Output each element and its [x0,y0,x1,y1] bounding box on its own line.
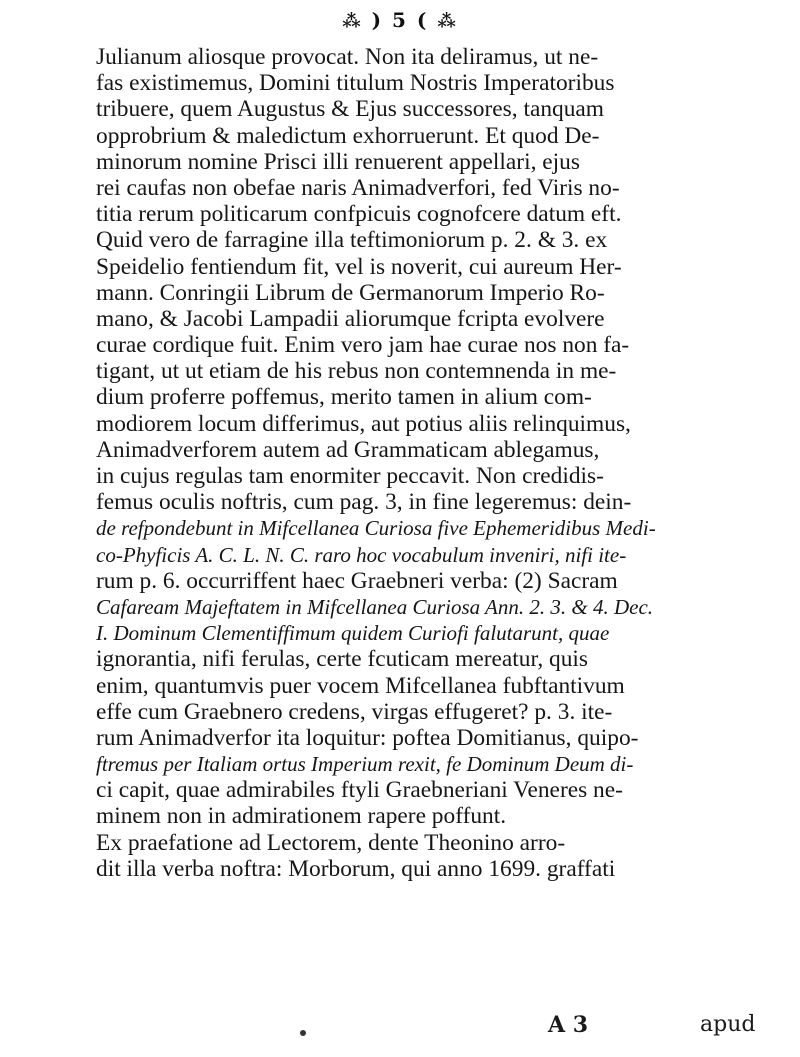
text-line: rum Animadverfor ita loquitur: poftea Domitianus, quipo- [96,724,639,751]
text-line: Speidelio fentiendum fit, vel is noverit, cui aureum Her- [96,253,622,280]
text-line: Julianum aliosque provocat. Non ita deliramus, ut ne- [96,44,599,70]
text-line: rum p. 6. occurriffent haec Graebneri verba: (2) Sacram [96,567,618,594]
left-ornament-icon: ⁂ [342,11,363,32]
text-line: femus oculis noftris, cum pag. 3, in fine legeremus: dein- [96,489,632,516]
text-line: dium proferre poffemus, merito tamen in alium com- [96,384,592,411]
text-line: dit illa verba noftra: Morborum, qui anno 1699. graffati [96,855,616,882]
text-line: co-Phyficis A. C. L. N. C. raro hoc vocabulum inveniri, nifi ite- [96,542,627,567]
text-line: rei caufas non obefae naris Animadverfori, fed Viris no- [96,174,620,201]
text-line: tigant, ut ut etiam de his rebus non contemnenda in me- [96,358,617,385]
text-line: enim, quantumvis puer vocem Mifcellanea fubftantivum [96,672,625,699]
text-line: ci capit, quae admirabiles ftyli Graebneriani Veneres ne- [96,777,623,804]
page-header [0,8,800,32]
text-line: minorum nomine Prisci illi renuerent appellari, ejus [96,148,580,175]
text-line: effe cum Graebnero credens, virgas effugeret? p. 3. ite- [96,698,613,725]
signature-mark: A 3 [548,1012,589,1038]
text-line: opprobrium & maledictum exhorruerunt. Et quod De- [96,122,600,149]
text-line: titia rerum politicarum confpicuis cognofcere datum eft. [96,201,622,228]
text-line: minem non in admirationem rapere poffunt. [96,803,507,830]
text-line: in cujus regulas tam enormiter peccavit. Non credidis- [96,463,604,489]
text-line: fas existimemus, Domini titulum Nostris Imperatoribus [96,70,615,97]
body-text [96,44,796,882]
text-line: mano, & Jacobi Lampadii aliorumque fcripta evolvere [96,305,605,332]
text-line: Cafaream Majeftatem in Mifcellanea Curiosa Ann. 2. 3. & 4. Dec. [96,594,654,619]
text-line: Animadverforem autem ad Grammaticam ablegamus, [96,436,600,463]
text-line: curae cordique fuit. Enim vero jam hae curae nos non fa- [96,332,630,359]
right-ornament-icon: ⁂ [437,11,458,32]
text-line: ignorantia, nifi ferulas, certe fcuticam mereatur, quis [96,646,589,673]
text-line: ftremus per Italiam ortus Imperium rexit, fe Dominum Deum di- [96,752,634,777]
text-line: tribuere, quem Augustus & Ejus successores, tanquam [96,96,605,123]
text-line: de refpondebunt in Mifcellanea Curiosa five Ephemeridibus Medi- [96,516,656,541]
text-line: Ex praefatione ad Lectorem, dente Theonino arro- [96,829,566,856]
ink-spot [300,1030,306,1036]
page-number: ) 5 ( [371,8,429,32]
text-line: modiorem locum differimus, aut potius aliis relinquimus, [96,410,631,437]
text-line: Quid vero de farragine illa teftimoniorum p. 2. & 3. ex [96,227,608,254]
page-footer [0,1012,800,1040]
catchword: apud [700,1012,756,1037]
text-line: I. Dominum Clementiffimum quidem Curiofi falutarunt, quae [96,621,610,646]
text-line: mann. Conringii Librum de Germanorum Imperio Ro- [96,279,605,306]
